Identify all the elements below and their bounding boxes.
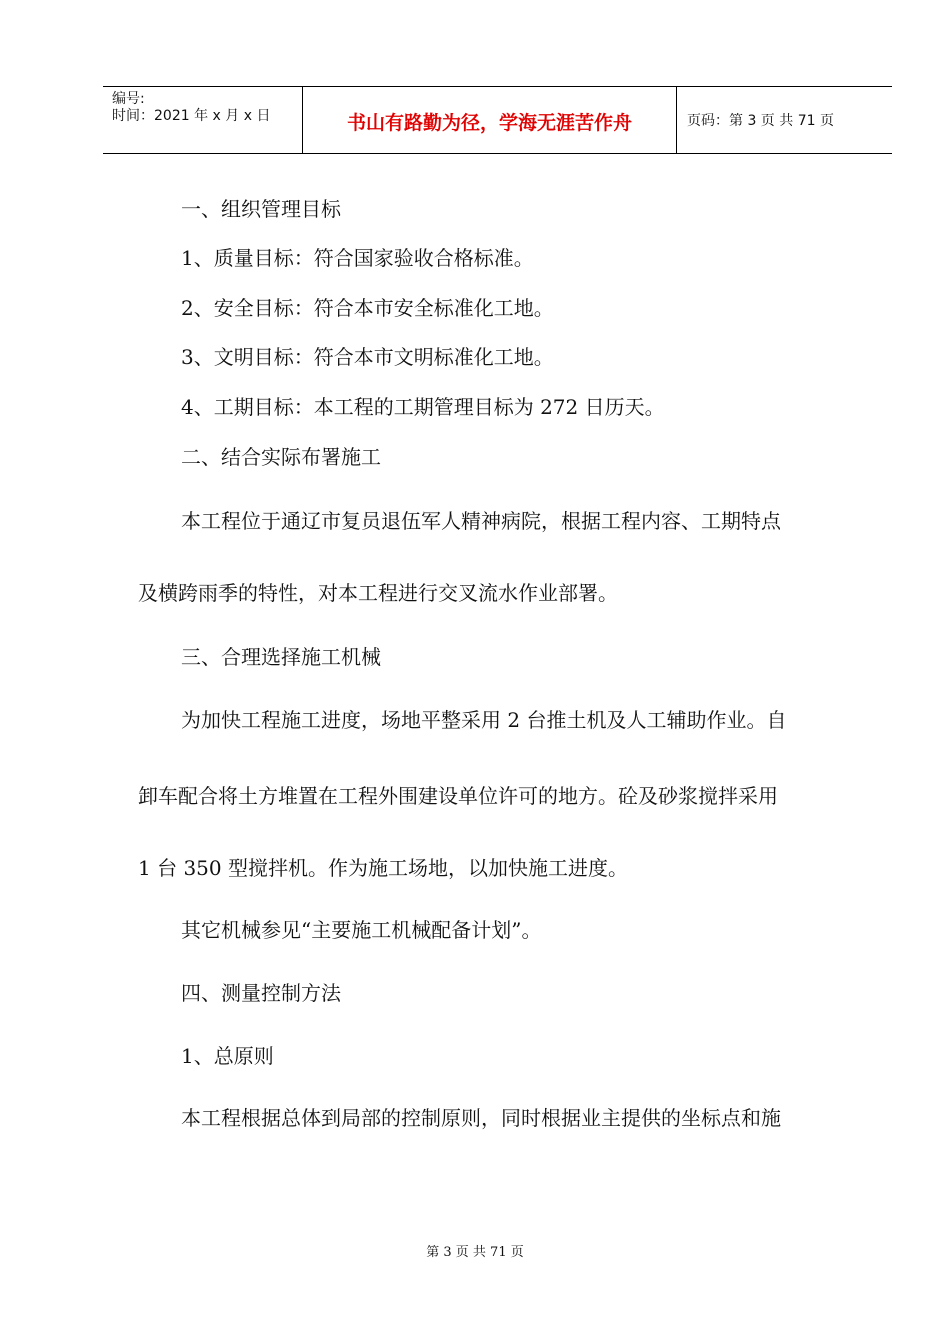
section-heading: 二、结合实际布署施工 [181,445,381,469]
paragraph-line: 本工程位于通辽市复员退伍军人精神病院，根据工程内容、工期特点 [181,509,781,533]
section-heading: 四、测量控制方法 [181,981,341,1005]
paragraph-line: 卸车配合将土方堆置在工程外围建设单位许可的地方。砼及砂浆搅拌采用 [138,784,778,808]
paragraph-line: 本工程根据总体到局部的控制原则，同时根据业主提供的坐标点和施 [181,1106,781,1130]
paragraph-line: 2、安全目标：符合本市安全标准化工地。 [181,296,554,320]
header-motto: 书山有路勤为径，学海无涯苦作舟 [303,87,677,153]
paragraph-line: 1 台 350 型搅拌机。作为施工场地，以加快施工进度。 [138,856,628,880]
paragraph-line: 4、工期目标：本工程的工期管理目标为 272 日历天。 [181,395,665,419]
header-page-info: 页码：第 3 页 共 71 页 [687,113,834,129]
paragraph-line: 为加快工程施工进度，场地平整采用 2 台推土机及人工辅助作业。自 [181,708,787,732]
paragraph-line: 及横跨雨季的特性，对本工程进行交叉流水作业部署。 [138,581,618,605]
paragraph-line: 3、文明目标：符合本市文明标准化工地。 [181,345,554,369]
section-heading: 一、组织管理目标 [181,197,341,221]
subsection-heading: 1、总原则 [181,1044,274,1068]
section-heading: 三、合理选择施工机械 [181,645,381,669]
serial-number-label: 编号: [112,91,145,107]
page-footer: 第 3 页 共 71 页 [426,1245,524,1260]
date-label: 时间：2021 年 x 月 x 日 [112,108,271,124]
paragraph-line: 1、质量目标：符合国家验收合格标准。 [181,246,534,270]
paragraph-line: 其它机械参见“主要施工机械配备计划”。 [181,918,542,942]
